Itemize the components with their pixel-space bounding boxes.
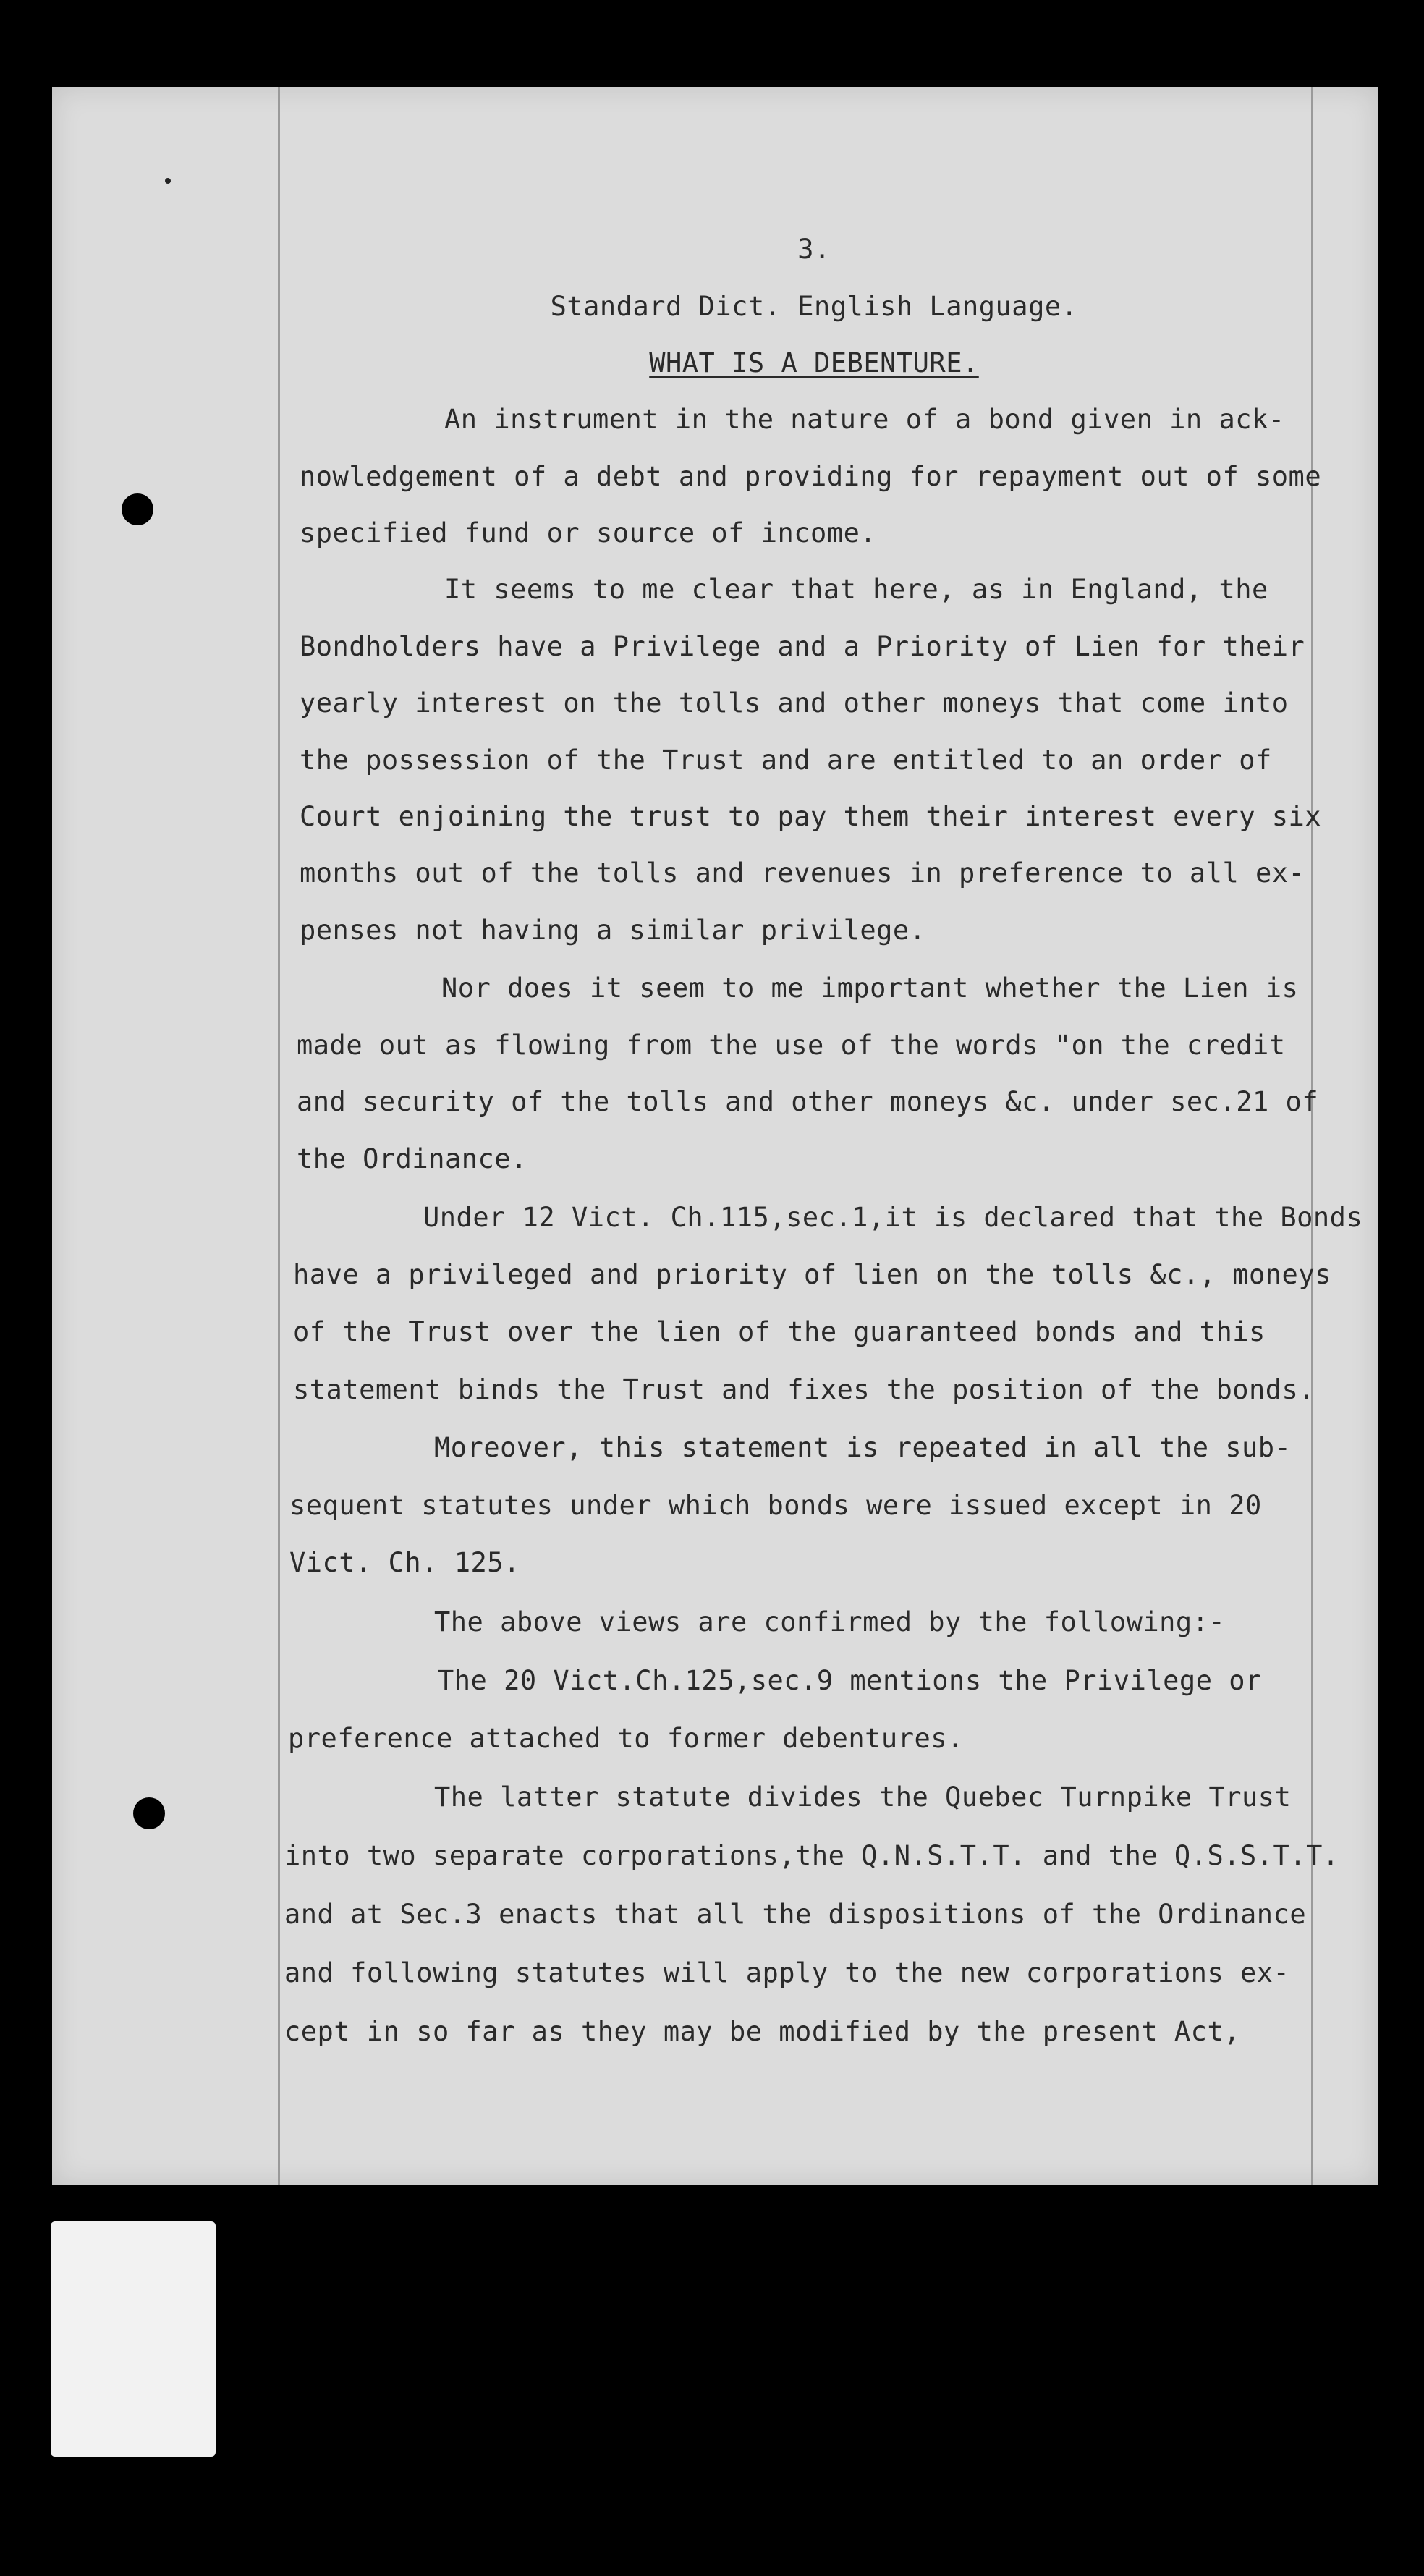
blank-label-card [51,2221,216,2457]
body-line: yearly interest on the tolls and other moneys that come into [300,687,1289,719]
body-line: Moreover, this statement is repeated in all the sub- [434,1432,1292,1463]
body-line: The latter statute divides the Quebec Turnpike Trust [434,1781,1292,1813]
body-line: The above views are confirmed by the following:- [434,1606,1226,1637]
body-line: Bondholders have a Privilege and a Priority of Lien for their [300,631,1305,662]
body-line: into two separate corporations,the Q.N.S.T.T. and the Q.S.S.T.T. [284,1840,1339,1871]
punch-hole-bottom [133,1797,165,1829]
body-line: of the Trust over the lien of the guaranteed bonds and this [293,1316,1266,1347]
body-line: penses not having a similar privilege. [300,915,926,946]
body-line: made out as flowing from the use of the words "on the credit [297,1030,1286,1061]
body-line: and following statutes will apply to the new corporations ex- [284,1957,1290,1988]
source-title: Standard Dict. English Language. [550,291,1078,322]
body-line: and at Sec.3 enacts that all the dispositions of the Ordinance [284,1899,1307,1930]
body-line: Nor does it seem to me important whether the Lien is [441,973,1299,1004]
body-line: preference attached to former debentures. [288,1723,964,1754]
page-number: 3. [797,234,831,265]
body-line: sequent statutes under which bonds were issued except in 20 [289,1490,1262,1521]
body-line: specified fund or source of income. [300,517,877,548]
body-line: nowledgement of a debt and providing for repayment out of some [300,461,1322,492]
body-line: It seems to me clear that here, as in England, the [444,574,1268,605]
body-line: statement binds the Trust and fixes the position of the bonds. [293,1374,1315,1405]
body-line: The 20 Vict.Ch.125,sec.9 mentions the Privilege or [438,1665,1262,1696]
body-line: cept in so far as they may be modified by the present Act, [284,2016,1241,2047]
body-line: and security of the tolls and other moneys &c. under sec.21 of [297,1086,1319,1117]
body-line: the possession of the Trust and are entitled to an order of [300,745,1272,776]
punch-hole-top [122,493,153,525]
ink-speck [165,178,171,184]
section-heading: WHAT IS A DEBENTURE. [649,347,979,378]
body-line: Vict. Ch. 125. [289,1547,520,1578]
body-line: Under 12 Vict. Ch.115,sec.1,it is declared that the Bonds [423,1202,1363,1233]
margin-rule-left [278,87,280,2185]
body-line: have a privileged and priority of lien on the tolls &c., moneys [293,1259,1331,1290]
body-line: An instrument in the nature of a bond given in ack- [444,404,1285,435]
body-line: the Ordinance. [297,1143,527,1174]
body-line: months out of the tolls and revenues in preference to all ex- [300,857,1305,889]
body-line: Court enjoining the trust to pay them their interest every six [300,801,1322,832]
